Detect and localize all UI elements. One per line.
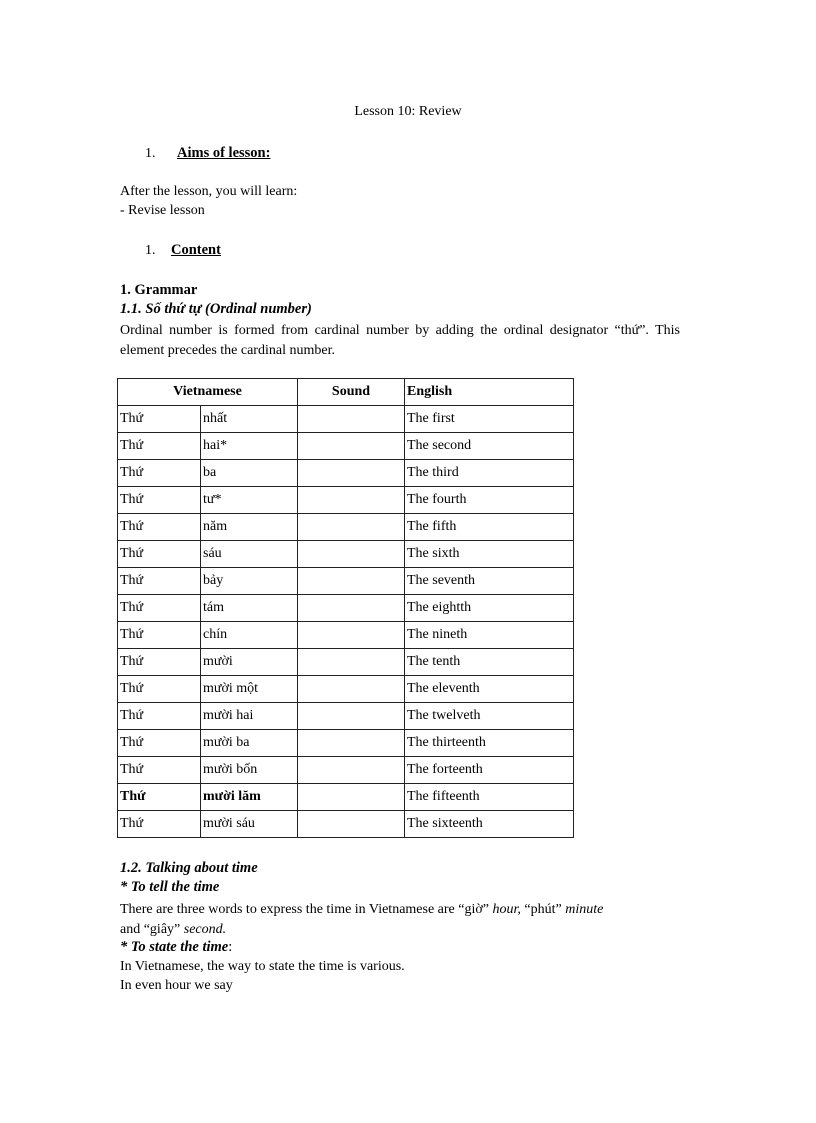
cardinal-word: mười ba [201,730,298,757]
sound-cell [298,487,405,514]
table-row [118,649,574,676]
tell-text-3: and “giây” [120,921,181,937]
cardinal-word: tư* [201,487,298,514]
english-cell: The eleventh [405,676,574,703]
content-number: 1. [145,243,156,258]
sound-cell [298,433,405,460]
table-row [118,433,574,460]
cardinal-word: ba [201,460,298,487]
english-cell: The first [405,406,574,433]
ordinal-prefix: Thứ [118,595,201,622]
state-time-colon: : [228,939,233,955]
table-row [118,541,574,568]
table-row [118,811,574,838]
english-cell: The nineth [405,622,574,649]
state-time-label: * To state the time [120,939,229,955]
cardinal-word: mười hai [201,703,298,730]
ordinal-prefix: Thứ [118,811,201,838]
english-cell: The thirteenth [405,730,574,757]
sound-cell [298,676,405,703]
sound-cell [298,406,405,433]
header-vietnamese: Vietnamese [118,379,298,406]
sound-cell [298,649,405,676]
sound-cell [298,622,405,649]
ordinal-prefix: Thứ [118,676,201,703]
cardinal-word: chín [201,622,298,649]
english-cell: The forteenth [405,757,574,784]
ordinal-prefix: Thứ [118,757,201,784]
cardinal-word: năm [201,514,298,541]
table-row [118,676,574,703]
ordinal-prefix: Thứ [118,487,201,514]
table-header-row [118,379,574,406]
minute-term: minute [565,902,604,917]
ordinal-table [117,378,574,838]
tell-text-2: “phút” [524,902,562,917]
page-title: Lesson 10: Review [354,104,462,119]
table-row [118,622,574,649]
sound-cell [298,460,405,487]
english-cell: The fourth [405,487,574,514]
sound-cell [298,811,405,838]
sound-cell [298,514,405,541]
ordinal-prefix: Thứ [118,784,201,811]
header-english: English [405,379,574,406]
intro-line-2: - Revise lesson [120,203,205,218]
sound-cell [298,757,405,784]
content-heading [145,242,221,259]
second-term: second. [183,921,227,937]
tell-time-heading: * To tell the time [120,879,220,895]
table-row [118,568,574,595]
table-row [118,730,574,757]
english-cell: The twelveth [405,703,574,730]
header-sound: Sound [298,379,405,406]
time-heading: 1.2. Talking about time [120,860,258,876]
sound-cell [298,595,405,622]
cardinal-word: bảy [201,568,298,595]
ordinal-subheading: 1.1. Số thứ tự (Ordinal number) [120,301,312,317]
table-row [118,784,574,811]
aims-label: Aims of lesson: [177,145,271,161]
grammar-heading: 1. Grammar [120,282,198,298]
cardinal-word: mười lăm [201,784,298,811]
ordinal-prefix: Thứ [118,514,201,541]
ordinal-prefix: Thứ [118,703,201,730]
english-cell: The tenth [405,649,574,676]
aims-number: 1. [145,146,156,161]
sound-cell [298,541,405,568]
table-row [118,703,574,730]
ordinal-prefix: Thứ [118,406,201,433]
cardinal-word: sáu [201,541,298,568]
ordinal-prefix: Thứ [118,541,201,568]
english-cell: The third [405,460,574,487]
table-row [118,514,574,541]
cardinal-word: mười sáu [201,811,298,838]
cardinal-word: hai* [201,433,298,460]
table-row [118,460,574,487]
english-cell: The eightth [405,595,574,622]
cardinal-word: mười [201,649,298,676]
intro-line-1: After the lesson, you will learn: [120,184,298,199]
english-cell: The second [405,433,574,460]
tell-text-1: There are three words to express the time in Vietnamese are “giờ” [120,902,489,917]
ordinal-prefix: Thứ [118,460,201,487]
ordinal-prefix: Thứ [118,649,201,676]
table-row [118,757,574,784]
table-row [118,595,574,622]
sound-cell [298,730,405,757]
english-cell: The fifth [405,514,574,541]
cardinal-word: tám [201,595,298,622]
english-cell: The fifteenth [405,784,574,811]
english-cell: The sixteenth [405,811,574,838]
ordinal-prefix: Thứ [118,568,201,595]
english-cell: The seventh [405,568,574,595]
tell-time-paragraph [120,900,680,939]
sound-cell [298,568,405,595]
ordinal-prefix: Thứ [118,433,201,460]
aims-heading [145,145,270,162]
table-row [118,406,574,433]
ordinal-paragraph: Ordinal number is formed from cardinal number by adding the ordinal designator “thứ”. This element precedes the cardinal number. [120,323,680,358]
table-row [118,487,574,514]
hour-term: hour, [492,902,521,917]
state-time-heading [120,939,232,956]
sound-cell [298,703,405,730]
cardinal-word: nhất [201,406,298,433]
content-label: Content [171,242,221,258]
ordinal-prefix: Thứ [118,622,201,649]
cardinal-word: mười bốn [201,757,298,784]
ordinal-prefix: Thứ [118,730,201,757]
cardinal-word: mười một [201,676,298,703]
sound-cell [298,784,405,811]
state-line-2: In even hour we say [120,978,233,993]
state-line-1: In Vietnamese, the way to state the time is various. [120,959,405,974]
english-cell: The sixth [405,541,574,568]
